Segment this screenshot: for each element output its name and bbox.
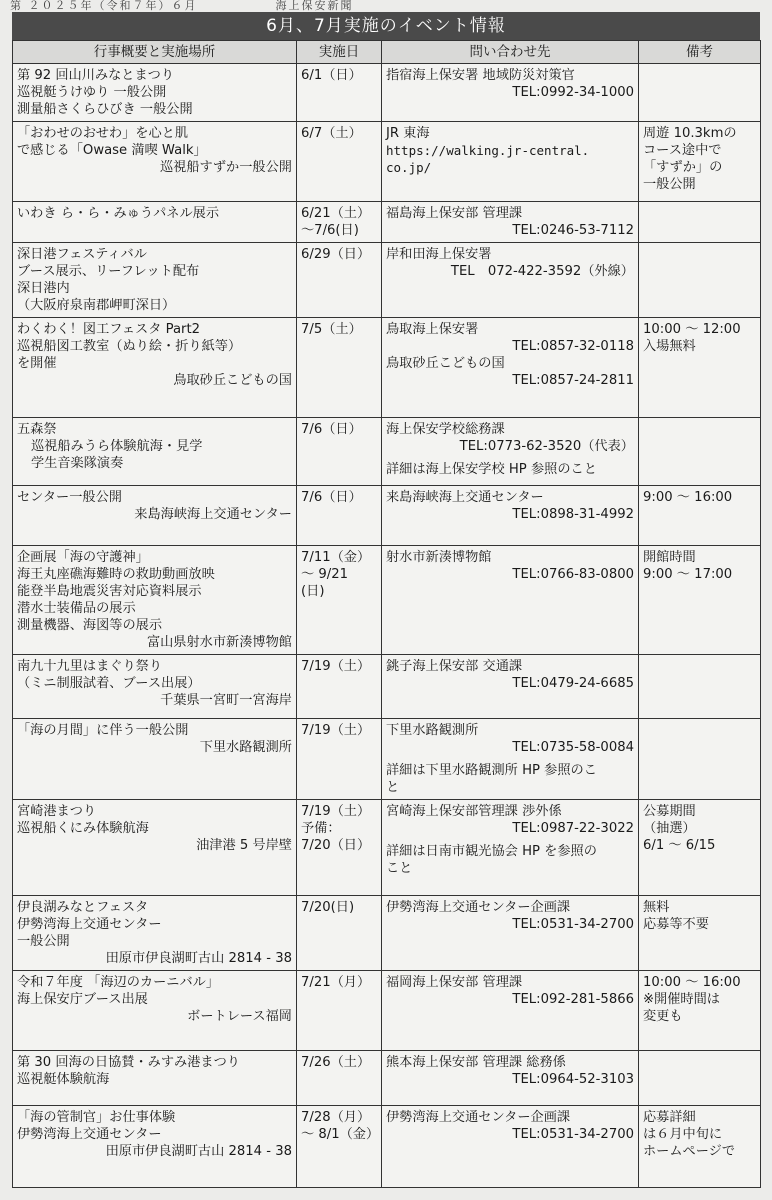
event-line: 能登半島地震災害対応資料展示 bbox=[17, 584, 202, 599]
table-row bbox=[13, 800, 761, 896]
event-line: で感じる「Owase 満喫 Walk」 bbox=[17, 143, 207, 158]
contact-cell bbox=[382, 418, 639, 486]
event-line: 巡視艇体験航海 bbox=[17, 1072, 110, 1087]
event-line: 深日港フェスティバル bbox=[17, 247, 147, 262]
notes-line: ※開催時間は bbox=[643, 992, 720, 1007]
event-location: 富山県射水市新湊博物館 bbox=[146, 635, 292, 650]
event-cell bbox=[13, 202, 297, 243]
contact-tel: TEL:0898-31-4992 bbox=[512, 507, 634, 522]
table-body bbox=[13, 64, 761, 1188]
event-line: 測量船さくらひびき 一般公開 bbox=[17, 102, 193, 117]
event-cell bbox=[13, 1051, 297, 1106]
date-cell bbox=[297, 64, 382, 122]
contact-cell bbox=[382, 655, 639, 719]
event-cell bbox=[13, 486, 297, 546]
date-line: 予備： bbox=[301, 821, 341, 836]
table-header-row bbox=[13, 41, 761, 64]
notes-cell bbox=[639, 202, 761, 243]
notes-cell bbox=[639, 243, 761, 318]
event-line: 巡視艇うけゆり 一般公開 bbox=[17, 85, 167, 100]
table-row bbox=[13, 243, 761, 318]
date-line: 6/1（日） bbox=[301, 68, 362, 83]
event-line: 宮崎港まつり bbox=[17, 804, 97, 819]
date-cell bbox=[297, 719, 382, 800]
event-line: ブース展示、リーフレット配布 bbox=[17, 264, 200, 279]
date-cell bbox=[297, 800, 382, 896]
contact-line: こと bbox=[386, 861, 413, 876]
table-row bbox=[13, 719, 761, 800]
page-title: 6月、7月実施のイベント情報 bbox=[12, 12, 760, 40]
notes-cell bbox=[639, 64, 761, 122]
date-line: 7/21（月） bbox=[301, 975, 371, 990]
event-line: 「海の管制官」お仕事体験 bbox=[17, 1110, 176, 1125]
contact-tel: TEL:0987-22-3022 bbox=[512, 821, 634, 836]
event-location: 千葉県一宮町一宮海岸 bbox=[160, 693, 292, 708]
notes-line: 応募詳細 bbox=[643, 1110, 696, 1125]
notes-line: 変更も bbox=[643, 1009, 683, 1024]
event-location: ボートレース福岡 bbox=[187, 1009, 292, 1024]
notes-line: 応募等不要 bbox=[643, 917, 709, 932]
date-line: 7/26（土） bbox=[301, 1055, 371, 1070]
date-cell bbox=[297, 318, 382, 418]
event-table bbox=[12, 40, 761, 1188]
contact-line[interactable]: https://walking.jr-central. bbox=[386, 143, 590, 158]
date-cell bbox=[297, 122, 382, 202]
date-cell bbox=[297, 1051, 382, 1106]
notes-line: 開館時間 bbox=[643, 550, 696, 565]
contact-line: 鳥取海上保安署 bbox=[386, 322, 479, 337]
notes-line: 無料 bbox=[643, 900, 670, 915]
contact-line: 詳細は海上保安学校 HP 参照のこと bbox=[386, 462, 597, 477]
contact-cell bbox=[382, 64, 639, 122]
event-line: 巡視船みうら体験航海・見学 bbox=[31, 439, 203, 454]
contact-tel: TEL:0773-62-3520（代表） bbox=[459, 439, 634, 454]
notes-cell bbox=[639, 800, 761, 896]
event-line: 「海の月間」に伴う一般公開 bbox=[17, 723, 189, 738]
contact-line: 海上保安学校総務課 bbox=[386, 422, 505, 437]
notes-line: 「すずか」の bbox=[643, 160, 723, 175]
date-cell bbox=[297, 971, 382, 1051]
event-cell bbox=[13, 896, 297, 971]
contact-tel: TEL:0246-53-7112 bbox=[512, 223, 634, 238]
contact-cell bbox=[382, 1106, 639, 1188]
event-cell bbox=[13, 1106, 297, 1188]
contact-tel: TEL:0857-24-2811 bbox=[512, 373, 634, 388]
contact-cell bbox=[382, 318, 639, 418]
contact-line[interactable]: co.jp/ bbox=[386, 160, 432, 175]
contact-line: 福島海上保安部 管理課 bbox=[386, 206, 523, 221]
event-line: 巡視船図工教室（ぬり絵・折り紙等） bbox=[17, 339, 242, 354]
event-cell bbox=[13, 418, 297, 486]
event-cell bbox=[13, 971, 297, 1051]
date-cell bbox=[297, 202, 382, 243]
event-cell bbox=[13, 546, 297, 655]
notes-cell bbox=[639, 418, 761, 486]
event-location: 巡視船すずか一般公開 bbox=[159, 160, 292, 175]
date-line: 7/20（日） bbox=[301, 838, 371, 853]
event-line: センター一般公開 bbox=[17, 490, 122, 505]
contact-line: 鳥取砂丘こどもの国 bbox=[386, 356, 505, 371]
event-cell bbox=[13, 318, 297, 418]
date-line: 7/19（土） bbox=[301, 723, 371, 738]
contact-tel: TEL:0766-83-0800 bbox=[512, 567, 634, 582]
notes-line: 一般公開 bbox=[643, 177, 696, 192]
event-line: 巡視船くにみ体験航海 bbox=[17, 821, 149, 836]
notes-cell bbox=[639, 318, 761, 418]
contact-cell bbox=[382, 122, 639, 202]
contact-tel: TEL:092-281-5866 bbox=[512, 992, 634, 1007]
table-row bbox=[13, 122, 761, 202]
header-date: 実施日 bbox=[297, 41, 382, 64]
contact-line: 銚子海上保安部 交通課 bbox=[386, 659, 523, 674]
event-line: 企画展「海の守護神」 bbox=[17, 550, 149, 565]
contact-tel: TEL:0531-34-2700 bbox=[512, 917, 634, 932]
event-line: わくわく！図工フェスタ Part2 bbox=[17, 322, 201, 337]
event-line: 測量機器、海図等の展示 bbox=[17, 618, 163, 633]
notes-line: 9:00 ～ 17:00 bbox=[643, 567, 733, 582]
event-line: 第 30 回海の日協賛・みすみ港まつり bbox=[17, 1055, 240, 1070]
notes-line: コース途中で bbox=[643, 143, 722, 158]
date-line: 7/5（土） bbox=[301, 322, 362, 337]
contact-line: 熊本海上保安部 管理課 総務係 bbox=[386, 1055, 566, 1070]
event-line: （ミニ制服試着、ブース出展） bbox=[17, 676, 201, 691]
contact-tel: TEL:0735-58-0084 bbox=[512, 740, 634, 755]
header-notes: 備考 bbox=[639, 41, 761, 64]
notes-line: 入場無料 bbox=[643, 339, 696, 354]
contact-tel: TEL 072-422-3592（外線） bbox=[450, 264, 634, 279]
notes-cell bbox=[639, 971, 761, 1051]
contact-cell bbox=[382, 896, 639, 971]
notes-cell bbox=[639, 896, 761, 971]
event-line: 伊勢湾海上交通センター bbox=[17, 1127, 162, 1142]
date-line: ～ 9/21 bbox=[301, 567, 348, 582]
event-cell bbox=[13, 122, 297, 202]
date-cell bbox=[297, 1106, 382, 1188]
notes-line: は６月中旬に bbox=[643, 1127, 723, 1142]
contact-tel: TEL:0531-34-2700 bbox=[512, 1127, 634, 1142]
event-line: 第 92 回山川みなとまつり bbox=[17, 68, 175, 83]
contact-line: 詳細は下里水路観測所 HP 参照のこ bbox=[386, 763, 597, 778]
contact-line: 来島海峡海上交通センター bbox=[386, 490, 544, 505]
contact-tel: TEL:0964-52-3103 bbox=[512, 1072, 634, 1087]
contact-line: JR 東海 bbox=[386, 126, 430, 141]
event-line: 五森祭 bbox=[17, 422, 57, 437]
event-location: 鳥取砂丘こどもの国 bbox=[173, 373, 292, 388]
event-line: 伊勢湾海上交通センター bbox=[17, 917, 162, 932]
notes-cell bbox=[639, 655, 761, 719]
contact-line: 詳細は日南市観光協会 HP を参照の bbox=[386, 844, 597, 859]
event-cell bbox=[13, 719, 297, 800]
date-line: 7/11（金） bbox=[301, 550, 371, 565]
date-cell bbox=[297, 655, 382, 719]
event-line: 潜水士装備品の展示 bbox=[17, 601, 136, 616]
table-row bbox=[13, 546, 761, 655]
date-line: 6/21（土） bbox=[301, 206, 371, 221]
contact-cell bbox=[382, 243, 639, 318]
notes-cell bbox=[639, 486, 761, 546]
event-line: 海王丸座礁海難時の救助動画放映 bbox=[17, 567, 215, 582]
contact-cell bbox=[382, 486, 639, 546]
event-cell bbox=[13, 243, 297, 318]
contact-cell bbox=[382, 546, 639, 655]
event-line: 令和７年度 「海辺のカーニバル」 bbox=[17, 975, 220, 990]
event-location: 下里水路観測所 bbox=[199, 740, 292, 755]
table-row bbox=[13, 64, 761, 122]
event-line: （大阪府泉南郡岬町深日） bbox=[17, 298, 176, 313]
event-cell bbox=[13, 800, 297, 896]
date-line: 7/20(日) bbox=[301, 900, 355, 915]
date-cell bbox=[297, 418, 382, 486]
notes-cell bbox=[639, 1051, 761, 1106]
notes-cell bbox=[639, 1106, 761, 1188]
table-row bbox=[13, 1051, 761, 1106]
contact-tel: TEL:0479-24-6685 bbox=[512, 676, 634, 691]
date-line: (日) bbox=[301, 584, 325, 599]
contact-cell bbox=[382, 202, 639, 243]
notes-line: 6/1 ～ 6/15 bbox=[643, 838, 716, 853]
event-line: 一般公開 bbox=[17, 934, 70, 949]
contact-cell bbox=[382, 971, 639, 1051]
table-row bbox=[13, 971, 761, 1051]
contact-line: 射水市新湊博物館 bbox=[386, 550, 492, 565]
header-contact: 問い合わせ先 bbox=[382, 41, 639, 64]
date-cell bbox=[297, 896, 382, 971]
notes-line: （抽選） bbox=[643, 821, 696, 836]
event-line: 学生音楽隊演奏 bbox=[31, 456, 124, 471]
event-cell bbox=[13, 655, 297, 719]
date-line: 7/6（日） bbox=[301, 422, 362, 437]
table-row bbox=[13, 318, 761, 418]
contact-tel: TEL:0992-34-1000 bbox=[512, 85, 634, 100]
contact-line: 福岡海上保安部 管理課 bbox=[386, 975, 523, 990]
event-line: 「おわせのおせわ」を心と肌 bbox=[17, 126, 189, 141]
contact-tel: TEL:0857-32-0118 bbox=[512, 339, 634, 354]
contact-line: 宮崎海上保安部管理課 渉外係 bbox=[386, 804, 562, 819]
table-row bbox=[13, 486, 761, 546]
date-line: ～ 8/1（金） bbox=[301, 1127, 380, 1142]
contact-cell bbox=[382, 800, 639, 896]
date-line: 6/7（土） bbox=[301, 126, 362, 141]
contact-line: 指宿海上保安署 地域防災対策官 bbox=[386, 68, 575, 83]
event-location: 田原市伊良湖町古山 2814 - 38 bbox=[105, 1144, 292, 1159]
date-cell bbox=[297, 243, 382, 318]
event-line: いわき ら・ら・みゅうパネル展示 bbox=[17, 206, 220, 221]
contact-line: と bbox=[386, 780, 400, 795]
date-cell bbox=[297, 486, 382, 546]
contact-line: 伊勢湾海上交通センター企画課 bbox=[386, 900, 571, 915]
contact-cell bbox=[382, 719, 639, 800]
event-location: 油津港 5 号岸壁 bbox=[196, 838, 292, 853]
table-row bbox=[13, 655, 761, 719]
notes-cell bbox=[639, 719, 761, 800]
table-row bbox=[13, 1106, 761, 1188]
event-line: 海上保安庁ブース出展 bbox=[17, 992, 148, 1007]
contact-cell bbox=[382, 1051, 639, 1106]
notes-line: 公募期間 bbox=[643, 804, 696, 819]
notes-line: 10:00 ～ 16:00 bbox=[643, 975, 741, 990]
notes-line: ホームページで bbox=[643, 1144, 736, 1159]
date-line: 7/6（日） bbox=[301, 490, 362, 505]
event-line: 伊良湖みなとフェスタ bbox=[17, 900, 149, 915]
event-line: を開催 bbox=[17, 356, 57, 371]
date-cell bbox=[297, 546, 382, 655]
notes-line: 9:00 ～ 16:00 bbox=[643, 490, 733, 505]
event-location: 田原市伊良湖町古山 2814 - 38 bbox=[105, 951, 292, 966]
event-location: 来島海峡海上交通センター bbox=[134, 507, 292, 522]
date-line: 7/19（土） bbox=[301, 804, 371, 819]
contact-line: 下里水路観測所 bbox=[386, 723, 479, 738]
date-line: 7/28（月） bbox=[301, 1110, 371, 1125]
date-line: 6/29（日） bbox=[301, 247, 371, 262]
date-line: ～7/6(日) bbox=[301, 223, 359, 238]
event-line: 南九十九里はまぐり祭り bbox=[17, 659, 163, 674]
event-line: 深日港内 bbox=[17, 281, 70, 296]
notes-line: 10:00 ～ 12:00 bbox=[643, 322, 741, 337]
notes-cell bbox=[639, 122, 761, 202]
contact-line: 伊勢湾海上交通センター企画課 bbox=[386, 1110, 571, 1125]
notes-cell bbox=[639, 546, 761, 655]
table-row bbox=[13, 418, 761, 486]
notes-line: 周遊 10.3kmの bbox=[643, 126, 737, 141]
table-row bbox=[13, 896, 761, 971]
contact-line: 岸和田海上保安署 bbox=[386, 247, 492, 262]
event-cell bbox=[13, 64, 297, 122]
page-header-strip: 第 ２０２５年（令和７年）６月 海上保安新聞 bbox=[10, 0, 354, 12]
header-event: 行事概要と実施場所 bbox=[13, 41, 297, 64]
table-row bbox=[13, 202, 761, 243]
date-line: 7/19（土） bbox=[301, 659, 371, 674]
